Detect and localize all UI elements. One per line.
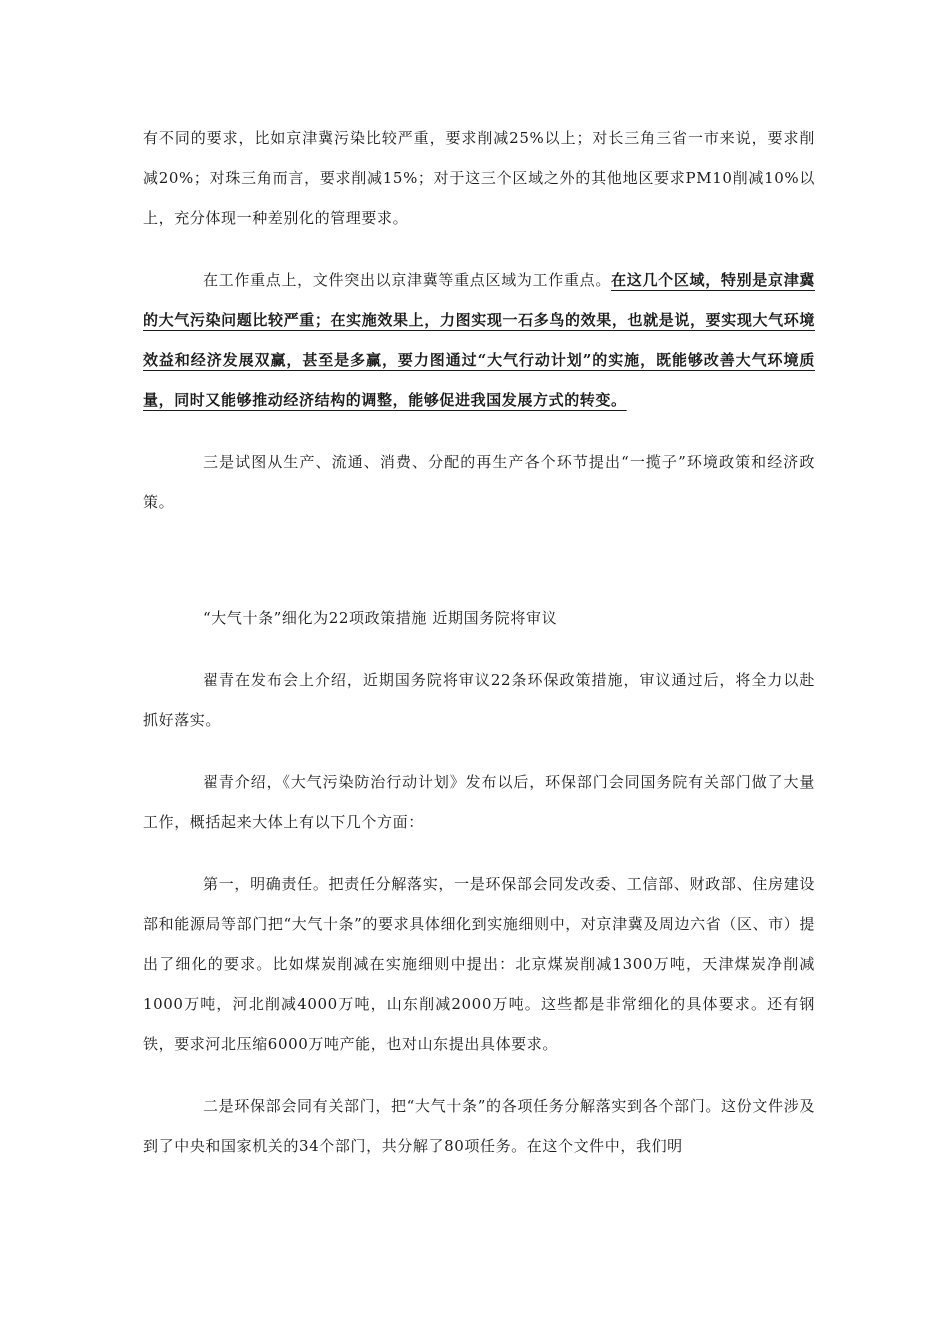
paragraph-work-focus: [143, 260, 815, 420]
paragraph-task-breakdown: [143, 1086, 815, 1166]
paragraph-policy-package: [143, 442, 815, 522]
document-page: [143, 118, 815, 1166]
paragraph-text: 二是环保部会同有关部门，把“大气十条”的各项任务分解落实到各个部门。这份文件涉及到了中央和国家机关的34个部门，共分解了80项任务。在这个文件中，我们明: [143, 1097, 815, 1155]
paragraph-spacer: [143, 842, 815, 864]
paragraph-responsibility: [143, 864, 815, 1064]
emphasized-text: 在这几个区域，特别是京津冀的大气污染问题比较严重；在实施效果上，力图实现一石多鸟的效果，也就是说，要实现大气环境效益和经济发展双赢，甚至是多赢，要力图通过“大气行动计划”的实施，既能够改善大气环境质量，同时又能够推动经济结构的调整，能够促进我国发展方式的转变。: [143, 271, 815, 409]
paragraph-text: 翟青在发布会上介绍，近期国务院将审议22条环保政策措施，审议通过后，将全力以赴抓好落实。: [143, 671, 815, 729]
paragraph-spacer: [143, 740, 815, 762]
heading-text: “大气十条”细化为22项政策措施 近期国务院将审议: [203, 609, 558, 627]
paragraph-state-council-review: [143, 660, 815, 740]
section-heading: [143, 598, 815, 638]
paragraph-spacer: [143, 638, 815, 660]
paragraph-regional-targets: [143, 118, 815, 238]
paragraph-text: 有不同的要求，比如京津冀污染比较严重，要求削减25%以上；对长三角三省一市来说，要求削减20%；对珠三角而言，要求削减15%；对于这三个区域之外的其他地区要求PM10削减10%以上，充分体现一种差别化的管理要求。: [143, 129, 815, 227]
paragraph-text: 第一，明确责任。把责任分解落实，一是环保部会同发改委、工信部、财政部、住房建设部和能源局等部门把“大气十条”的要求具体细化到实施细则中，对京津冀及周边六省（区、市）提出了细化的要求。比如煤炭削减在实施细则中提出：北京煤炭削减1300万吨，天津煤炭净削减1000万吨，河北削减4000万吨，山东削减2000万吨。这些都是非常细化的具体要求。还有钢铁，要求河北压缩6000万吨产能，也对山东提出具体要求。: [143, 875, 815, 1053]
paragraph-text: 翟青介绍，《大气污染防治行动计划》发布以后，环保部门会同国务院有关部门做了大量工作，概括起来大体上有以下几个方面：: [143, 773, 815, 831]
paragraph-text: 三是试图从生产、流通、消费、分配的再生产各个环节提出“一揽子”环境政策和经济政策。: [143, 453, 815, 511]
paragraph-text: 在工作重点上，文件突出以京津冀等重点区域为工作重点。: [203, 271, 612, 289]
paragraph-spacer: [143, 420, 815, 442]
paragraph-spacer: [143, 238, 815, 260]
paragraph-work-overview: [143, 762, 815, 842]
section-spacer: [143, 522, 815, 598]
paragraph-spacer: [143, 1064, 815, 1086]
